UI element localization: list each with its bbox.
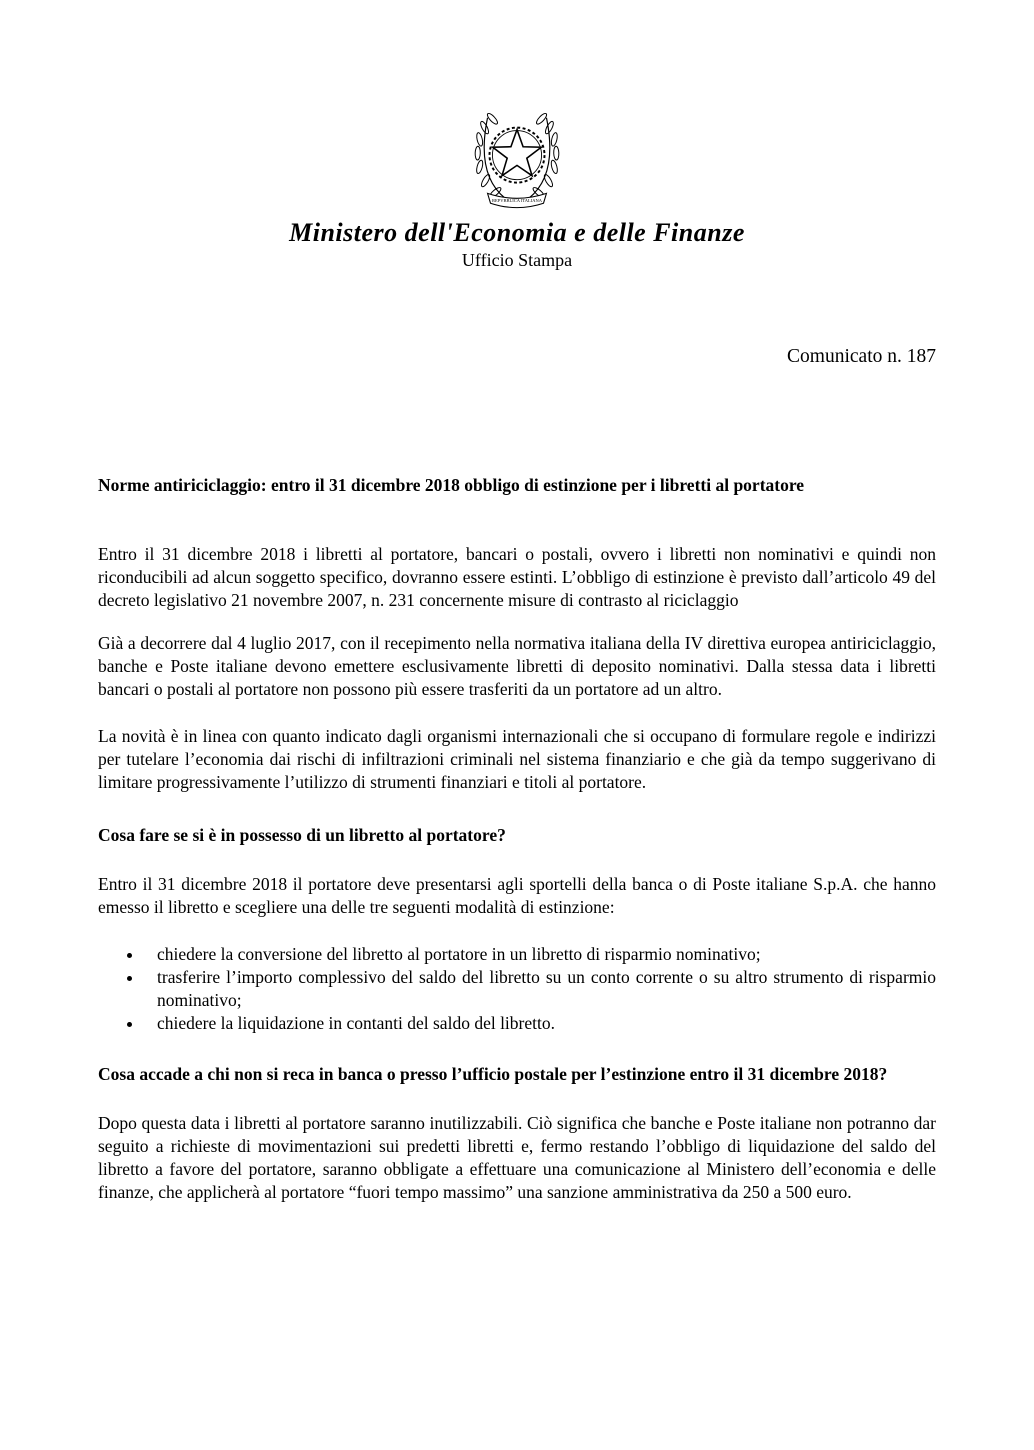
italian-republic-emblem-icon <box>458 106 576 214</box>
emblem-wrap <box>0 0 1034 214</box>
paragraph-novita-organismi: La novità è in linea con quanto indicato dagli organismi internazionali che si occupano di formulare regole e indirizzi per tutelare l’economia dai rischi di infiltrazioni criminali nel sistema finanziario e che già da tempo suggerivano di limitare progressivamente l’utilizzo di strumenti finanziari e titoli al portatore. <box>98 726 936 792</box>
heading-cosa-fare: Cosa fare se si è in possesso di un libretto al portatore? <box>98 825 506 845</box>
emblem-banner-text: REPVBBLICA ITALIANA <box>491 198 543 204</box>
bullet-list-modalita <box>98 943 936 1035</box>
paragraph-sanzioni: Dopo questa data i libretti al portatore saranno inutilizzabili. Ciò significa che banche e Poste italiane non potranno dar seguito a richieste di movimentazioni sui predetti libretti e, fermo restando l’obbligo di liquidazione del saldo del libretto a favore del portatore, saranno obbligate a effettuare una comunicazione al Ministero dell’economia e delle finanze, che applicherà al portatore “fuori tempo massimo” una sanzione amministrativa da 250 a 500 euro. <box>98 1113 936 1202</box>
document-header <box>0 0 1034 272</box>
document-body <box>0 344 1034 1204</box>
paragraph-modalita-estinzione: Entro il 31 dicembre 2018 il portatore deve presentarsi agli sportelli della banca o di Poste italiane S.p.A. che hanno emesso il libretto e scegliere una delle tre seguenti modalità di estinzione: <box>98 874 936 917</box>
list-item-trasferimento: • trasferire l’importo complessivo del saldo del libretto su un conto corrente o su altro strumento di risparmio nominativo; <box>144 966 936 1012</box>
heading-antiriciclaggio: Norme antiriciclaggio: entro il 31 dicembre 2018 obbligo di estinzione per i libretti al portatore <box>98 475 805 495</box>
comunicato-number: Comunicato n. 187 <box>787 346 936 367</box>
press-office-subtitle: Ufficio Stampa <box>461 250 573 270</box>
paragraph-decorrenza-2017: Già a decorrere dal 4 luglio 2017, con il recepimento nella normativa italiana della IV direttiva europea antiriciclaggio, banche e Poste italiane devono emettere esclusivamente libretti di deposito nominativi. Dalla stessa data i libretti bancari o postali al portatore non possono più essere trasferiti da un portatore ad un altro. <box>98 633 936 699</box>
heading-cosa-accade: Cosa accade a chi non si reca in banca o presso l’ufficio postale per l’estinzione entro il 31 dicembre 2018? <box>98 1064 888 1084</box>
list-item-conversione: • chiedere la conversione del libretto al portatore in un libretto di risparmio nominativo; <box>144 943 936 966</box>
ministry-title: Ministero dell'Economia e delle Finanze <box>289 218 745 247</box>
paragraph-estinzione-obbligo: Entro il 31 dicembre 2018 i libretti al portatore, bancari o postali, ovvero i libretti non nominativi e quindi non riconducibili ad alcun soggetto specifico, dovranno essere estinti. L’obbligo di estinzione è previsto dall’articolo 49 del decreto legislativo 21 novembre 2007, n. 231 concernente misure di contrasto al riciclaggio <box>98 544 936 610</box>
list-item-liquidazione: • chiedere la liquidazione in contanti del saldo del libretto. <box>144 1012 936 1035</box>
